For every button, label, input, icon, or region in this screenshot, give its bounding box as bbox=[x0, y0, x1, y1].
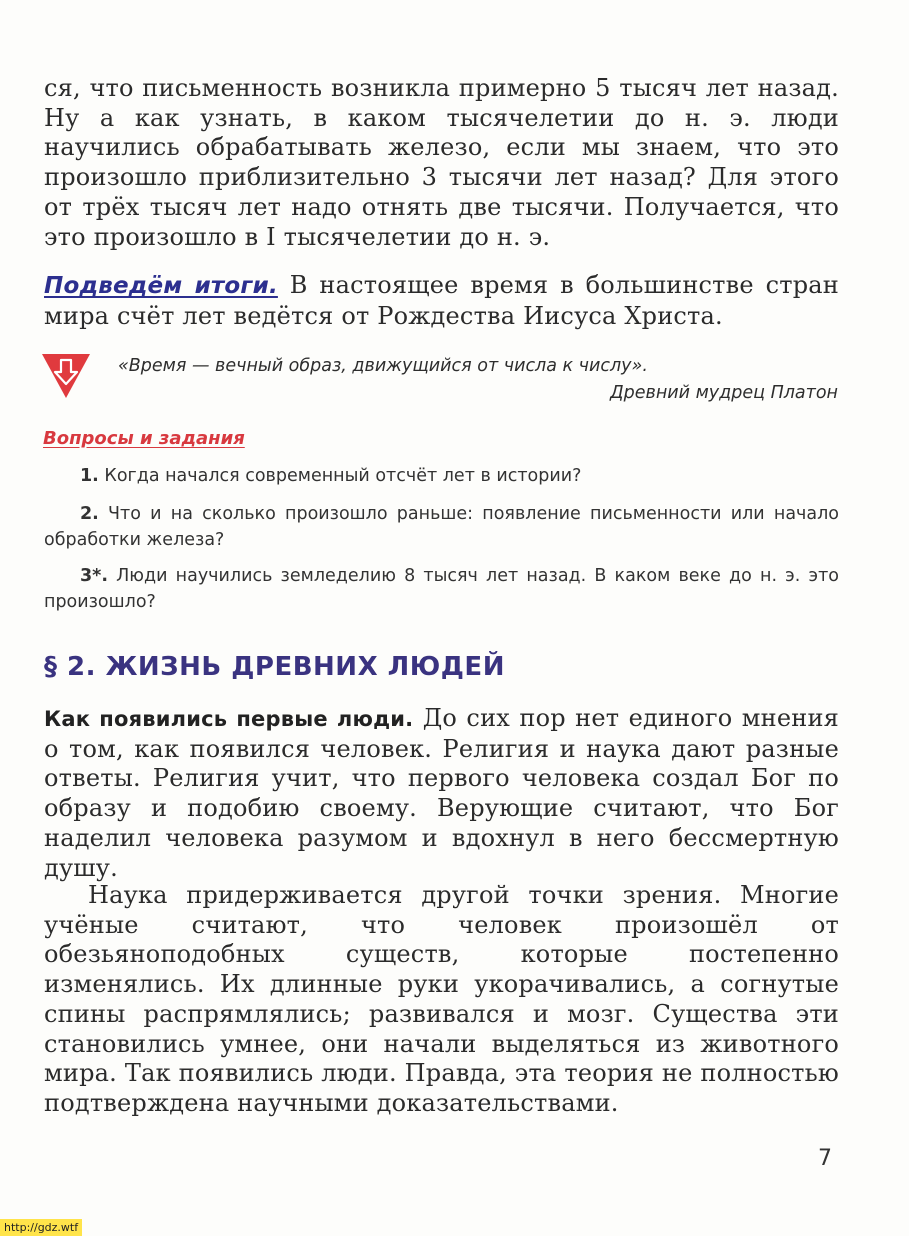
quote-text: «Время — вечный образ, движущийся от числа к числу». bbox=[118, 356, 648, 376]
page-number: 7 bbox=[818, 1146, 832, 1171]
question-text: Когда начался современный отсчёт лет в истории? bbox=[98, 466, 582, 486]
quote-block bbox=[40, 352, 840, 412]
section-paragraph-1 bbox=[44, 704, 839, 883]
watermark-link[interactable]: http://gdz.wtf bbox=[0, 1219, 82, 1236]
summary-text: В настоящее время в большинстве стран мира счёт лет ведётся от Рождества Иисуса Христа. bbox=[44, 271, 839, 330]
question-item bbox=[44, 563, 839, 615]
question-item bbox=[44, 501, 839, 553]
question-number: 3*. bbox=[80, 566, 108, 586]
red-down-arrow-triangle-icon bbox=[40, 352, 92, 402]
section-paragraph-2: Наука придерживается другой точки зрения. Многие учёные считают, что человек произошёл от обезьяноподобных существ, которые постепенно изменялись. Их длинные руки укорачивались, а согнутые спины распрямлялись; развивался и мозг. Существа эти становились умнее, они начали выделяться из животного мира. Так появились люди. Правда, эта теория не полностью подтверждена научными доказательствами. bbox=[44, 881, 839, 1117]
question-number: 1. bbox=[80, 466, 99, 486]
question-text: Люди научились земледелию 8 тысяч лет назад. В каком веке до н. э. это произошло? bbox=[44, 566, 839, 612]
summary-paragraph bbox=[44, 271, 839, 331]
question-text: Что и на сколько произошло раньше: появление письменности или начало обработки железа? bbox=[44, 504, 839, 550]
questions-heading: Вопросы и задания bbox=[43, 428, 245, 449]
question-item bbox=[44, 463, 839, 489]
quote-author: Древний мудрец Платон bbox=[609, 383, 838, 403]
section-para1-text: До сих пор нет единого мнения о том, как появился человек. Религия и наука дают разные ответы. Религия учит, что первого человека создал Бог по образу и подобию своему. Верующие считают, что Бог наделил человека разумом и вдохнул в него бессмертную душу. bbox=[44, 704, 839, 882]
section-lead: Как появились первые люди. bbox=[44, 707, 414, 731]
question-number: 2. bbox=[80, 504, 99, 524]
summary-label: Подведём итоги. bbox=[44, 273, 278, 299]
section-title: § 2. ЖИЗНЬ ДРЕВНИХ ЛЮДЕЙ bbox=[44, 652, 505, 682]
intro-paragraph: ся, что письменность возникла примерно 5 тысяч лет назад. Ну а как узнать, в каком тысячелетии до н. э. люди научились обрабатывать железо, если мы знаем, что это произошло приблизительно 3 тысячи лет назад? Для этого от трёх тысяч лет надо отнять две тысячи. Получается, что это произошло в I тысячелетии до н. э. bbox=[44, 74, 839, 251]
